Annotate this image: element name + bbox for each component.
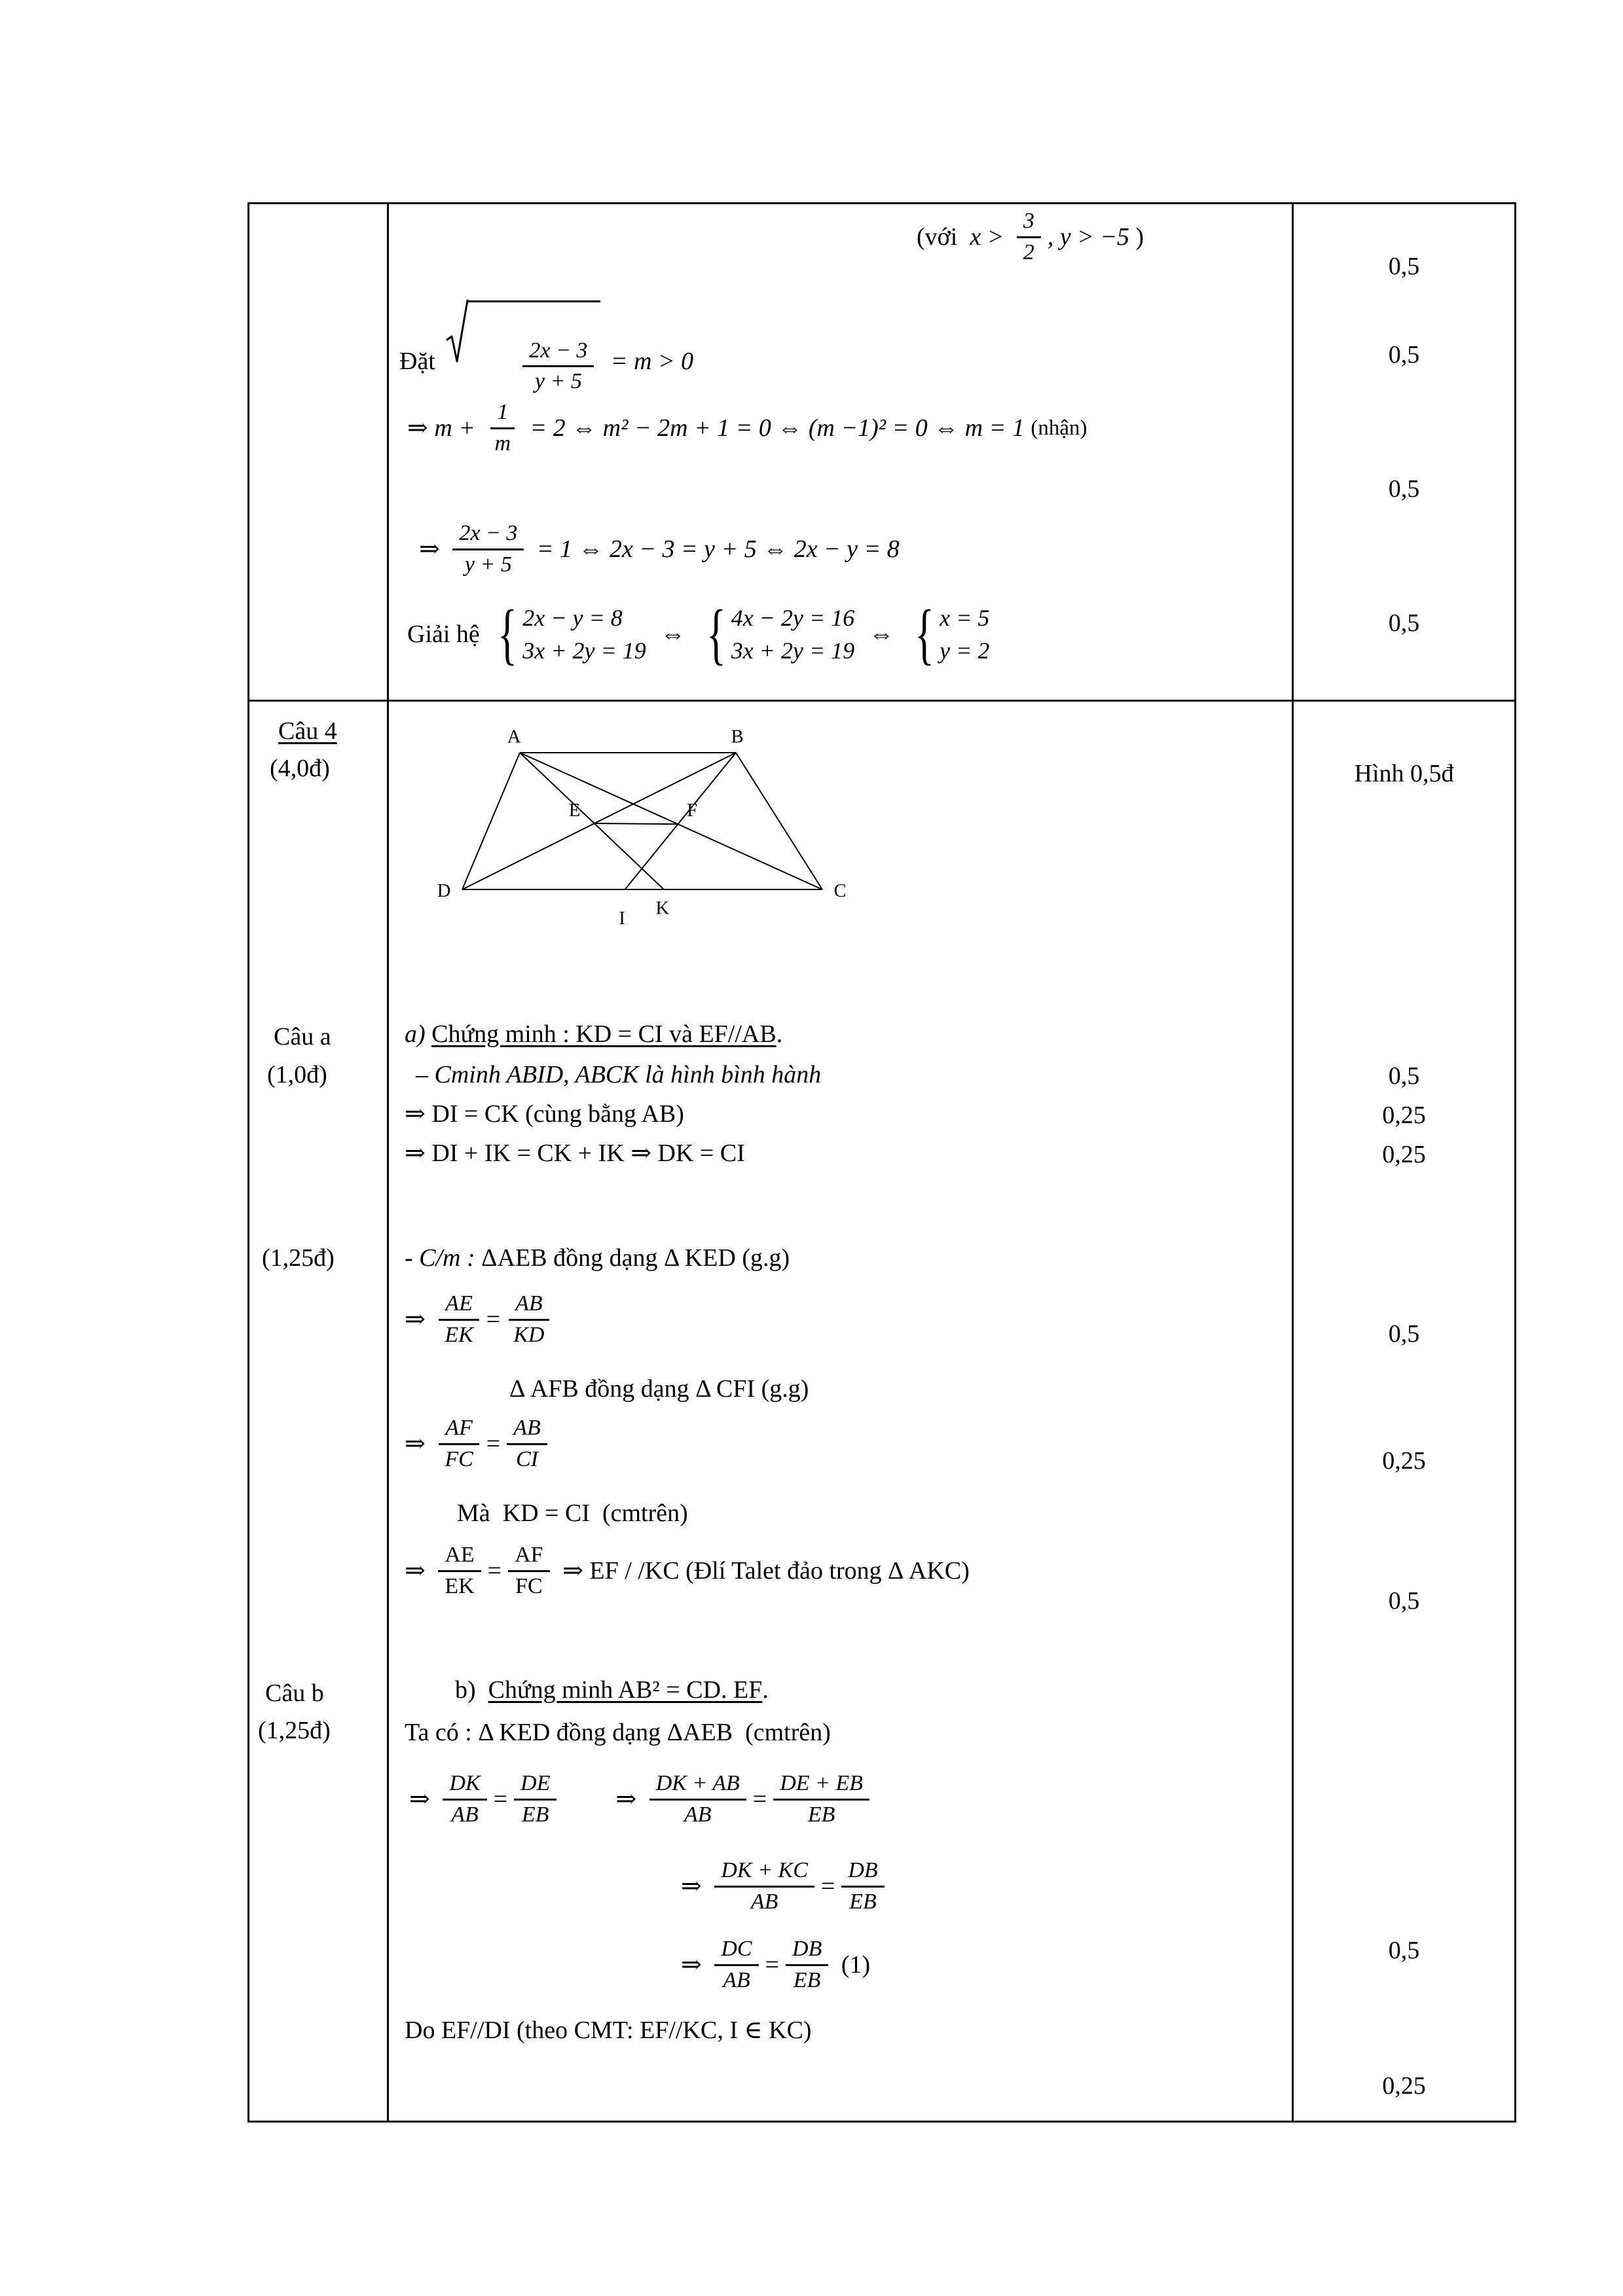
equals: = xyxy=(765,1950,780,1979)
part-b-statement: Chứng minh AB² = CD. EF xyxy=(488,1676,763,1704)
point-label-F: F xyxy=(687,800,698,821)
part-b-intro xyxy=(405,1718,831,1748)
table-divider-label-column xyxy=(387,202,389,2123)
table-row-divider xyxy=(247,700,1516,702)
fraction-AE-EK xyxy=(438,1542,481,1600)
segment-EF xyxy=(594,823,678,824)
table-border-bottom xyxy=(247,2121,1516,2123)
fraction-numerator: AE xyxy=(439,1291,479,1321)
condition-var: x > xyxy=(970,223,1010,251)
arrow: ⇒ xyxy=(405,1429,432,1458)
fraction-2x-3-over-y-5 xyxy=(452,520,524,579)
part-a-title xyxy=(405,1020,782,1050)
equation-number: (1) xyxy=(835,1950,871,1979)
equals: = xyxy=(486,1429,501,1458)
equals: = xyxy=(487,1556,502,1585)
fraction-numerator: AF xyxy=(439,1415,479,1445)
point-label-I: I xyxy=(619,908,625,929)
fraction-numerator: DB xyxy=(786,1936,828,1966)
fraction-DC-AB xyxy=(714,1936,758,1994)
fraction-denominator: CI xyxy=(516,1446,538,1471)
part-b-prefix: b) xyxy=(455,1676,488,1704)
table-border-left xyxy=(247,202,249,2123)
step-text: ⇒ DI + IK = CK + IK ⇒ DK = CI xyxy=(405,1139,745,1167)
geometry-figure xyxy=(419,717,851,947)
part-b-outro xyxy=(405,2016,812,2046)
fraction-numerator: AB xyxy=(509,1291,549,1321)
similarity-statement: ΔAEB đồng dạng Δ KED (g.g) xyxy=(481,1244,790,1272)
question-label-cau-a: Câu a xyxy=(274,1023,331,1050)
question-points-125: (1,25đ) xyxy=(262,1244,335,1272)
condition-rest: , y > −5 xyxy=(1047,223,1136,251)
similarity-statement: Δ AFB đồng dạng Δ CFI (g.g) xyxy=(509,1375,809,1403)
fraction-numerator: AE xyxy=(438,1542,481,1572)
condition-line xyxy=(917,208,1144,266)
fraction-numerator: 3 xyxy=(1017,208,1041,238)
radical-icon xyxy=(445,298,470,366)
fraction-numerator: 2x − 3 xyxy=(452,520,524,550)
part-a-period: . xyxy=(776,1020,783,1048)
fraction-DB-EB xyxy=(841,1857,884,1916)
system-eq-1: x = 5 xyxy=(939,605,990,631)
part-b-ratio-row-1 xyxy=(409,1770,876,1829)
point-label-E: E xyxy=(568,800,581,821)
m-eq-note: (nhận) xyxy=(1030,416,1087,440)
equals: = xyxy=(752,1785,767,1813)
score-badge: 0,25 xyxy=(1382,1102,1426,1129)
fraction-numerator: 2x − 3 xyxy=(522,338,594,368)
vertex-label-A: A xyxy=(507,726,521,747)
fraction-1-over-m xyxy=(488,399,517,457)
equals: = xyxy=(493,1785,508,1813)
equals: = xyxy=(486,1305,501,1333)
m-eq-start: ⇒ m + xyxy=(407,414,482,442)
dat-rest: = m > 0 xyxy=(604,347,694,375)
score-badge: 0,25 xyxy=(1382,2072,1426,2100)
question-points-cau4: (4,0đ) xyxy=(270,755,330,782)
part-a-step-1 xyxy=(416,1060,821,1090)
fraction-denominator: AB xyxy=(750,1889,778,1914)
x-equation-line xyxy=(419,520,900,579)
fraction-denominator: EB xyxy=(521,1802,549,1827)
score-badge: 0,5 xyxy=(1388,253,1420,280)
arrow: ⇒ xyxy=(681,1950,708,1979)
fraction-denominator: AB xyxy=(723,1967,750,1992)
fraction-denominator: y + 5 xyxy=(534,369,582,394)
arrow: ⇒ xyxy=(615,1785,643,1813)
fraction-AB-CI xyxy=(507,1415,547,1473)
score-badge: 0,5 xyxy=(1388,1062,1420,1090)
left-brace: { xyxy=(915,596,935,672)
fraction-AF-FC xyxy=(438,1415,479,1473)
fraction-numerator: DK xyxy=(443,1770,486,1801)
condition-open: (với xyxy=(917,223,970,251)
system-eq-2: 3x + 2y = 19 xyxy=(731,637,855,664)
fraction-numerator: DK + KC xyxy=(714,1857,814,1888)
equals: = xyxy=(820,1872,835,1900)
fraction-denominator: 2 xyxy=(1023,240,1034,264)
part-a-statement: Chứng minh : KD = CI và EF//AB xyxy=(431,1020,776,1048)
question-label-cau-b: Câu b xyxy=(265,1679,324,1707)
x-eq-chain: = 1 ⇔ 2x − 3 = y + 5 ⇔ 2x − y = 8 xyxy=(530,535,900,563)
fraction-DE-EB xyxy=(514,1770,556,1829)
iff-symbol: ⇔ xyxy=(660,620,685,648)
step-text: ⇒ DI = CK (cùng bằng AB) xyxy=(405,1100,684,1128)
system-eq-2: 3x + 2y = 19 xyxy=(522,637,646,664)
x-eq-arrow: ⇒ xyxy=(419,535,447,563)
fraction-numerator: DE xyxy=(514,1770,556,1801)
part-a-prefix: a) xyxy=(405,1020,432,1048)
fraction-denominator: AB xyxy=(684,1802,712,1827)
question-points-cau-a: (1,0đ) xyxy=(267,1061,327,1088)
part-a-similarity-2 xyxy=(509,1374,809,1405)
m-eq-chain: = 2 ⇔ m² − 2m + 1 = 0 ⇔ (m −1)² = 0 ⇔ m = 1 xyxy=(524,414,1031,442)
system-equations xyxy=(939,605,989,664)
fraction-numerator: 1 xyxy=(490,399,515,429)
fraction-denominator: AB xyxy=(451,1802,479,1827)
fraction-DB-EB xyxy=(786,1936,828,1994)
part-b-ratio-row-3 xyxy=(681,1936,870,1994)
arrow: ⇒ xyxy=(405,1305,432,1333)
system-equations xyxy=(731,605,855,664)
table-border-top xyxy=(247,202,1516,204)
equation-system-1 xyxy=(491,596,646,672)
part-a-step-3 xyxy=(405,1139,745,1169)
vertex-label-C: C xyxy=(833,881,847,901)
fraction-denominator: EK xyxy=(445,1573,475,1598)
arrow: ⇒ xyxy=(405,1556,432,1585)
part-a-ratio-2 xyxy=(405,1415,554,1473)
equation-system-3 xyxy=(908,596,990,672)
left-brace: { xyxy=(498,596,518,672)
left-brace: { xyxy=(706,596,726,672)
part-b-title xyxy=(455,1676,769,1706)
table-border-right xyxy=(1514,202,1516,2123)
step-text: – Cminh ABID, ABCK là hình bình hành xyxy=(416,1061,822,1088)
system-solving-line xyxy=(407,596,994,672)
fraction-denominator: FC xyxy=(515,1573,543,1598)
fraction-numerator: DB xyxy=(841,1857,884,1888)
fraction-numerator: DK + AB xyxy=(649,1770,746,1801)
fraction-3-2 xyxy=(1017,208,1041,266)
score-badge: 0,25 xyxy=(1382,1141,1426,1168)
fraction-DK-AB xyxy=(443,1770,486,1829)
part-a-conclusion xyxy=(405,1542,970,1600)
fraction-AF-FC xyxy=(508,1542,549,1600)
fraction-denominator: FC xyxy=(445,1446,473,1471)
arrow: ⇒ xyxy=(409,1785,437,1813)
system-equations xyxy=(522,605,646,664)
fraction-denominator: EB xyxy=(807,1802,835,1827)
intro-text: Ta có : Δ KED đồng dạng ΔAEB (cmtrên) xyxy=(405,1719,831,1746)
equation-system-2 xyxy=(700,596,855,672)
score-badge: 0,5 xyxy=(1388,1587,1420,1615)
segment-BC xyxy=(736,753,822,889)
part-b-ratio-row-2 xyxy=(681,1857,891,1916)
system-eq-1: 2x − y = 8 xyxy=(522,605,623,631)
iff-symbol: ⇔ xyxy=(869,620,894,648)
fraction-numerator: AB xyxy=(507,1415,547,1445)
fraction-AB-KD xyxy=(507,1291,551,1349)
question-points-cau-b: (1,25đ) xyxy=(258,1717,331,1744)
giai-he-label: Giải hệ xyxy=(407,620,486,648)
dat-label: Đặt xyxy=(399,347,442,375)
fraction-denominator: KD xyxy=(513,1322,545,1347)
fraction-denominator: m xyxy=(494,431,511,456)
score-badge: 0,5 xyxy=(1388,609,1420,637)
fraction-2x-3-over-y-5 xyxy=(522,338,594,396)
fraction-denominator: EB xyxy=(793,1967,821,1992)
fraction-denominator: EB xyxy=(849,1889,877,1914)
vertex-label-D: D xyxy=(437,881,451,901)
diagonal-AC xyxy=(520,753,822,889)
m-equation-line xyxy=(407,399,1087,457)
fraction-numerator: AF xyxy=(508,1542,549,1572)
vertex-label-B: B xyxy=(731,726,744,747)
score-badge: 0,5 xyxy=(1388,475,1420,503)
diagonal-BD xyxy=(462,753,736,889)
system-eq-2: y = 2 xyxy=(939,637,990,664)
fraction-AE-EK xyxy=(438,1291,479,1349)
score-badge: 0,5 xyxy=(1388,1320,1420,1348)
fraction-DE-plus-EB-over-EB xyxy=(773,1770,869,1829)
ma-text: Mà KD = CI (cmtrên) xyxy=(457,1499,688,1527)
fraction-denominator: y + 5 xyxy=(464,552,512,577)
system-eq-1: 4x − 2y = 16 xyxy=(731,605,855,631)
part-a-step-2 xyxy=(405,1100,684,1130)
part-a-ratio-1 xyxy=(405,1291,557,1349)
fraction-DK-plus-AB-over-AB xyxy=(649,1770,746,1829)
part-a-similarity-1 xyxy=(405,1244,790,1274)
score-figure: Hình 0,5đ xyxy=(1354,760,1454,787)
fraction-numerator: DC xyxy=(714,1936,758,1966)
fraction-numerator: DE + EB xyxy=(773,1770,869,1801)
cm-label: - C/m : xyxy=(405,1244,482,1272)
score-badge: 0,25 xyxy=(1382,1447,1426,1475)
part-b-period: . xyxy=(762,1676,769,1704)
fraction-DK-plus-KC-over-AB xyxy=(714,1857,814,1916)
segment-AD xyxy=(462,753,520,889)
part-a-ma-line xyxy=(457,1499,688,1529)
outro-text: Do EF//DI (theo CMT: EF//KC, I ∈ KC) xyxy=(405,2017,812,2044)
talet-conclusion: ⇒ EF / /KC (Đlí Talet đảo trong Δ AKC) xyxy=(556,1556,970,1585)
point-label-K: K xyxy=(655,898,670,919)
condition-close: ) xyxy=(1135,223,1144,251)
score-badge: 0,5 xyxy=(1388,341,1420,368)
segment-BI xyxy=(625,753,736,889)
fraction-denominator: EK xyxy=(445,1322,473,1347)
score-badge: 0,5 xyxy=(1388,1937,1420,1964)
question-label-cau4: Câu 4 xyxy=(278,717,337,745)
arrow: ⇒ xyxy=(681,1872,708,1900)
